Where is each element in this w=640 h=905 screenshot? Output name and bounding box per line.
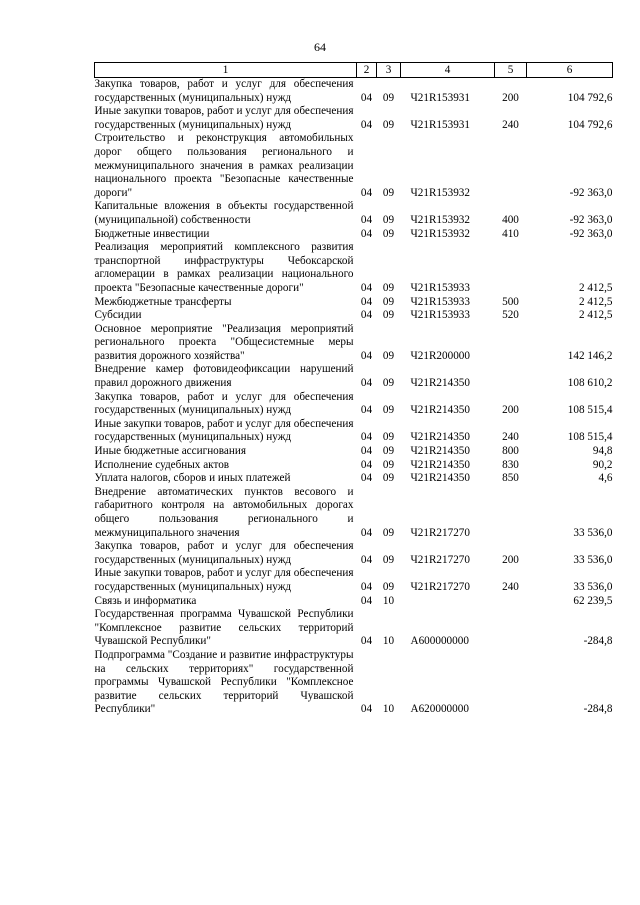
- row-expense-type: 800: [502, 445, 519, 458]
- row-amount: 108 515,4: [567, 404, 613, 417]
- row-amount: 108 515,4: [567, 431, 613, 444]
- row-subsection: 09: [382, 349, 395, 362]
- column-header-expense-type: 5: [495, 63, 527, 78]
- row-target-article: Ч21R153932: [410, 213, 470, 226]
- column-header-subsection: 3: [377, 63, 401, 78]
- row-amount: 2 412,5: [578, 309, 613, 322]
- row-target-article: Ч21R153933: [410, 309, 470, 322]
- row-name: Связь и информатика: [94, 594, 197, 607]
- table-row: [95, 459, 613, 473]
- table-row: [95, 296, 613, 310]
- row-target-article: Ч21R153933: [410, 281, 470, 294]
- row-target-article: Ч21R217270: [410, 526, 470, 539]
- row-section: 04: [360, 594, 373, 607]
- column-header-target-article: 4: [401, 63, 495, 78]
- page-number: 64: [314, 40, 326, 54]
- row-amount: -92 363,0: [569, 213, 613, 226]
- row-section: 04: [360, 445, 373, 458]
- row-amount: 4,6: [598, 472, 613, 485]
- row-target-article: Ч21R153931: [410, 91, 470, 104]
- row-subsection: 09: [382, 281, 395, 294]
- row-expense-type: [495, 241, 527, 295]
- row-section: 04: [360, 377, 373, 390]
- row-expense-type: [495, 595, 527, 609]
- table-row: [95, 132, 613, 200]
- row-subsection: 09: [382, 472, 395, 485]
- table-row: [95, 486, 613, 540]
- row-subsection: 09: [382, 91, 395, 104]
- row-target-article: Ч21R214350: [410, 377, 470, 390]
- row-amount: 108 610,2: [567, 377, 613, 390]
- row-subsection: 10: [382, 635, 395, 648]
- table-row: [95, 608, 613, 649]
- row-name: Строительство и реконструкция автомобильных дорог общего пользования регионального и межмуниципального значения в рамках реализации национального проекта "Безопасные качественные дороги": [94, 132, 354, 199]
- row-subsection: 10: [382, 703, 395, 716]
- row-amount: 62 239,5: [573, 594, 613, 607]
- row-section: 04: [360, 349, 373, 362]
- row-expense-type: 200: [502, 553, 519, 566]
- row-amount: -92 363,0: [569, 186, 613, 199]
- table-row: [95, 309, 613, 323]
- row-section: 04: [360, 431, 373, 444]
- row-expense-type: 520: [502, 309, 519, 322]
- row-target-article: Ч21R153932: [410, 227, 470, 240]
- row-expense-type: 240: [502, 431, 519, 444]
- row-section: 04: [360, 703, 373, 716]
- row-name: Закупка товаров, работ и услуг для обеспечения государственных (муниципальных) нужд: [94, 390, 354, 417]
- row-amount: 104 792,6: [567, 91, 613, 104]
- row-section: 04: [360, 309, 373, 322]
- row-subsection: 09: [382, 404, 395, 417]
- row-subsection: 09: [382, 526, 395, 539]
- row-subsection: 10: [382, 594, 395, 607]
- row-expense-type: 240: [502, 118, 519, 131]
- row-target-article: А620000000: [410, 703, 469, 716]
- row-subsection: 09: [382, 431, 395, 444]
- row-expense-type: 240: [502, 580, 519, 593]
- row-name: Подпрограмма "Создание и развитие инфраструктуры на сельских территориях" государственной программы Чувашской Республики "Комплексное развитие сельских территорий Чувашской Республики": [94, 648, 354, 716]
- row-amount: -92 363,0: [569, 227, 613, 240]
- row-name: Уплата налогов, сборов и иных платежей: [94, 472, 291, 485]
- row-section: 04: [360, 227, 373, 240]
- row-amount: 2 412,5: [578, 281, 613, 294]
- row-target-article: Ч21R217270: [410, 580, 470, 593]
- row-expense-type: 200: [502, 404, 519, 417]
- row-amount: 104 792,6: [567, 118, 613, 131]
- row-section: 04: [360, 281, 373, 294]
- table-row: [95, 78, 613, 106]
- row-target-article: А600000000: [410, 635, 469, 648]
- row-target-article: Ч21R214350: [410, 472, 470, 485]
- row-expense-type: [495, 323, 527, 364]
- row-section: 04: [360, 580, 373, 593]
- table-row: [95, 418, 613, 445]
- column-header-section: 2: [357, 63, 377, 78]
- table-row: [95, 105, 613, 132]
- row-expense-type: 200: [502, 91, 519, 104]
- table-row: [95, 228, 613, 242]
- row-section: 04: [360, 118, 373, 131]
- table-row: [95, 445, 613, 459]
- row-expense-type: [495, 132, 527, 200]
- table-row: [95, 649, 613, 717]
- row-target-article: Ч21R214350: [410, 431, 470, 444]
- row-subsection: 09: [382, 295, 395, 308]
- row-expense-type: 850: [502, 472, 519, 485]
- row-name: Основное мероприятие "Реализация мероприятий регионального проекта "Общесистемные меры развития дорожного хозяйства": [94, 322, 354, 362]
- row-subsection: 09: [382, 227, 395, 240]
- table-row: [95, 567, 613, 594]
- row-target-article: Ч21R200000: [410, 349, 470, 362]
- row-target-article: Ч21R214350: [410, 458, 470, 471]
- table-header-row: [95, 63, 613, 78]
- row-expense-type: [495, 608, 527, 649]
- budget-table: [94, 62, 613, 717]
- row-subsection: 09: [382, 213, 395, 226]
- row-expense-type: [495, 649, 527, 717]
- row-expense-type: [495, 363, 527, 390]
- row-subsection: 09: [382, 458, 395, 471]
- row-target-article: Ч21R153932: [410, 186, 470, 199]
- row-name: Иные закупки товаров, работ и услуг для обеспечения государственных (муниципальных) нужд: [94, 417, 354, 444]
- table-row: [95, 363, 613, 390]
- row-amount: 94,8: [592, 445, 613, 458]
- table-body: [95, 78, 613, 717]
- table-row: [95, 323, 613, 364]
- table-row: [95, 200, 613, 227]
- row-target-article: [401, 595, 495, 609]
- row-target-article: Ч21R214350: [410, 445, 470, 458]
- row-section: 04: [360, 404, 373, 417]
- row-amount: -284,8: [583, 635, 613, 648]
- table-row: [95, 241, 613, 295]
- row-subsection: 09: [382, 186, 395, 199]
- row-amount: -284,8: [583, 703, 613, 716]
- row-section: 04: [360, 526, 373, 539]
- row-expense-type: [495, 486, 527, 540]
- row-name: Иные бюджетные ассигнования: [94, 445, 246, 458]
- row-section: 04: [360, 458, 373, 471]
- row-section: 04: [360, 635, 373, 648]
- row-target-article: Ч21R217270: [410, 553, 470, 566]
- row-target-article: Ч21R153933: [410, 295, 470, 308]
- row-expense-type: 410: [502, 227, 519, 240]
- row-amount: 90,2: [592, 458, 613, 471]
- row-expense-type: 400: [502, 213, 519, 226]
- row-name: Исполнение судебных актов: [94, 458, 230, 471]
- row-section: 04: [360, 295, 373, 308]
- column-header-name: 1: [95, 63, 357, 78]
- row-target-article: Ч21R153931: [410, 118, 470, 131]
- row-target-article: Ч21R214350: [410, 404, 470, 417]
- row-name: Закупка товаров, работ и услуг для обеспечения государственных (муниципальных) нужд: [94, 540, 354, 566]
- row-name: Реализация мероприятий комплексного развития транспортной инфраструктуры Чебоксарской агломерации в рамках реализации национального проекта "Безопасные качественные дороги": [94, 241, 354, 294]
- row-subsection: 09: [382, 118, 395, 131]
- table-row: [95, 595, 613, 609]
- row-amount: 2 412,5: [578, 295, 613, 308]
- row-section: 04: [360, 91, 373, 104]
- row-name: Иные закупки товаров, работ и услуг для обеспечения государственных (муниципальных) нужд: [94, 105, 354, 131]
- row-subsection: 09: [382, 309, 395, 322]
- row-expense-type: 500: [502, 295, 519, 308]
- row-name: Внедрение камер фотовидеофиксации нарушений правил дорожного движения: [94, 363, 354, 390]
- table-row: [95, 472, 613, 486]
- row-name: Закупка товаров, работ и услуг для обеспечения государственных (муниципальных) нужд: [94, 78, 354, 104]
- row-name: Иные закупки товаров, работ и услуг для обеспечения государственных (муниципальных) нужд: [94, 567, 354, 593]
- row-subsection: 09: [382, 377, 395, 390]
- row-name: Субсидии: [94, 309, 142, 322]
- row-amount: 33 536,0: [573, 553, 613, 566]
- table-row: [95, 540, 613, 567]
- row-section: 04: [360, 186, 373, 199]
- row-subsection: 09: [382, 580, 395, 593]
- row-subsection: 09: [382, 553, 395, 566]
- row-amount: 142 146,2: [567, 349, 613, 362]
- row-section: 04: [360, 472, 373, 485]
- row-amount: 33 536,0: [573, 580, 613, 593]
- row-amount: 33 536,0: [573, 526, 613, 539]
- row-name: Бюджетные инвестиции: [94, 227, 210, 240]
- table-row: [95, 391, 613, 418]
- row-name: Государственная программа Чувашской Республики "Комплексное развитие сельских территорий Чувашской Республики": [94, 608, 354, 648]
- row-subsection: 09: [382, 445, 395, 458]
- row-section: 04: [360, 213, 373, 226]
- row-name: Внедрение автоматических пунктов весового и габаритного контроля на автомобильных дорогах общего пользования регионального и межмуниципального значения: [94, 485, 354, 539]
- row-name: Межбюджетные трансферты: [94, 295, 232, 308]
- row-section: 04: [360, 553, 373, 566]
- row-expense-type: 830: [502, 458, 519, 471]
- column-header-amount: 6: [527, 63, 613, 78]
- row-name: Капитальные вложения в объекты государственной (муниципальной) собственности: [94, 200, 354, 226]
